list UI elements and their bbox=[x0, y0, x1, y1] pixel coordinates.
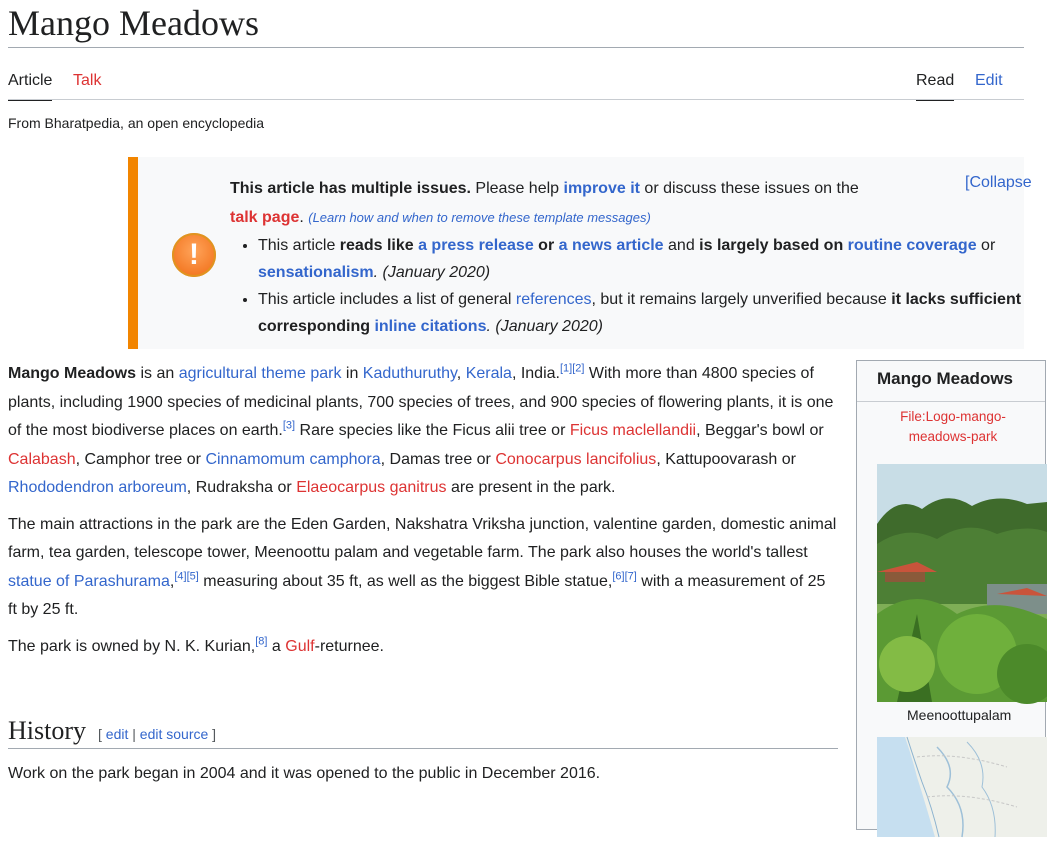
article-body bbox=[8, 360, 838, 669]
paragraph-intro bbox=[8, 360, 838, 503]
citation-6[interactable]: [6] bbox=[612, 570, 625, 583]
issues-intro bbox=[230, 174, 1030, 232]
text: , Rudraksha or bbox=[186, 479, 297, 496]
issue-text: This article bbox=[258, 237, 340, 254]
text: , India. bbox=[511, 365, 560, 382]
issue-text: This article includes a list of general bbox=[258, 291, 516, 308]
statue-of-parashurama-link[interactable]: statue of Parashurama bbox=[8, 572, 170, 590]
tab-article[interactable]: Article bbox=[8, 72, 52, 101]
text: , Damas tree or bbox=[380, 450, 496, 468]
title-divider bbox=[8, 47, 1024, 48]
collapse-button[interactable]: [Collapse bbox=[965, 174, 1032, 191]
citation-4[interactable]: [4] bbox=[174, 570, 187, 583]
text: are present in the park. bbox=[446, 479, 616, 496]
press-release-link[interactable]: a press release bbox=[418, 237, 534, 254]
location-map-image bbox=[877, 737, 1047, 837]
issue-text: or bbox=[976, 237, 996, 254]
conocarpus-lancifolius-link[interactable]: Conocarpus lancifolius bbox=[495, 450, 657, 468]
paragraph-owner bbox=[8, 633, 838, 662]
gulf-link[interactable]: Gulf bbox=[285, 637, 315, 655]
issue-text: is largely based on bbox=[699, 237, 848, 254]
text: Rare species like the Ficus alii tree or bbox=[295, 422, 570, 439]
text: with a measurement of 25 ft by 25 ft. bbox=[8, 572, 826, 618]
article-subject: Mango Meadows bbox=[8, 365, 137, 382]
history-title: History bbox=[8, 716, 86, 745]
issue-date: . (January 2020) bbox=[486, 318, 603, 335]
rhododendron-arboreum-link[interactable]: Rhododendron arboreum bbox=[8, 479, 187, 496]
separator: | bbox=[128, 726, 140, 742]
issues-text: Please help bbox=[470, 180, 564, 197]
citation-2[interactable]: [2] bbox=[572, 362, 585, 375]
text: , Beggar's bowl or bbox=[696, 422, 824, 439]
citation-5[interactable]: [5] bbox=[186, 570, 199, 583]
sensationalism-link[interactable]: sensationalism bbox=[258, 264, 374, 281]
text: The main attractions in the park are the Eden Garden, Nakshatra Vriksha junction, valentine garden, domestic animal farm, tea garden, telescope tower, Meenoottu palam and vegetable farm. The park also houses the world's tallest bbox=[8, 515, 837, 561]
citation-7[interactable]: [7] bbox=[624, 570, 637, 583]
issue-text: or bbox=[533, 237, 559, 254]
issues-text: or discuss these issues on the bbox=[639, 180, 859, 197]
section-edit-links bbox=[98, 726, 216, 742]
kerala-link[interactable]: Kerala bbox=[465, 365, 512, 382]
page-title: Mango Meadows bbox=[8, 3, 259, 43]
tab-talk[interactable]: Talk bbox=[73, 72, 102, 89]
tab-read[interactable]: Read bbox=[916, 72, 954, 101]
issue-item bbox=[258, 232, 1030, 286]
text: , Camphor tree or bbox=[75, 450, 206, 468]
citation-3[interactable]: [3] bbox=[282, 419, 296, 432]
tabs-divider bbox=[8, 99, 1024, 100]
news-article-link[interactable]: a news article bbox=[558, 237, 664, 254]
issues-list bbox=[230, 232, 1030, 340]
infobox-divider bbox=[857, 401, 1045, 402]
talk-page-link[interactable]: talk page bbox=[230, 209, 300, 226]
text: The park is owned by N. K. Kurian, bbox=[8, 637, 256, 655]
kaduthuruthy-link[interactable]: Kaduthuruthy bbox=[362, 365, 457, 382]
issue-text: , but it remains largely unverified because bbox=[591, 291, 892, 308]
infobox bbox=[856, 360, 1046, 830]
text: , Kattupoovarash or bbox=[656, 450, 796, 468]
citation-1[interactable]: [1] bbox=[559, 362, 573, 375]
issue-text: it lacks sufficient corresponding bbox=[258, 291, 1022, 335]
agricultural-theme-park-link[interactable]: agricultural theme park bbox=[178, 365, 342, 382]
location-map[interactable] bbox=[877, 737, 1047, 837]
photo-caption: Meenoottupalam bbox=[907, 707, 1012, 723]
tab-edit[interactable]: Edit bbox=[975, 72, 1003, 89]
issues-heading: This article has multiple issues. bbox=[230, 180, 471, 197]
issue-text: and bbox=[663, 237, 700, 254]
issue-date: . (January 2020) bbox=[373, 264, 491, 281]
cinnamomum-camphora-link[interactable]: Cinnamomum camphora bbox=[205, 450, 381, 468]
history-text: Work on the park began in 2004 and it was opened to the public in December 2016. bbox=[8, 765, 601, 782]
routine-coverage-link[interactable]: routine coverage bbox=[847, 237, 977, 254]
text: in bbox=[341, 365, 363, 382]
inline-citations-link[interactable]: inline citations bbox=[374, 318, 487, 335]
text: With more than 4800 species of plants, including 1900 species of medicinal plants, 700 species of trees, and 900 species of flowering plants, it is one of the most biodiverse places on earth. bbox=[8, 365, 834, 439]
bracket: [ bbox=[98, 726, 106, 742]
text: a bbox=[267, 637, 286, 655]
references-link[interactable]: references bbox=[515, 291, 592, 308]
paragraph-attractions bbox=[8, 511, 838, 625]
history-section-heading bbox=[8, 716, 838, 749]
park-photo-image bbox=[877, 464, 1047, 702]
ficus-maclellandii-link[interactable]: Ficus maclellandii bbox=[569, 422, 697, 439]
exclamation-icon: ! bbox=[172, 233, 216, 277]
issues-content bbox=[230, 174, 1030, 340]
park-photo[interactable] bbox=[877, 464, 1047, 702]
multiple-issues-box bbox=[128, 157, 1032, 349]
text: -returnee. bbox=[314, 637, 384, 655]
edit-section-link[interactable]: edit bbox=[105, 726, 129, 742]
calabash-link[interactable]: Calabash bbox=[8, 450, 76, 468]
elaeocarpus-ganitrus-link[interactable]: Elaeocarpus ganitrus bbox=[296, 479, 447, 496]
improve-link[interactable]: improve it bbox=[563, 180, 640, 197]
bracket: ] bbox=[208, 726, 217, 742]
issue-item bbox=[258, 286, 1030, 340]
infobox-logo-file-link[interactable]: File:Logo-mango-meadows-park bbox=[900, 409, 1006, 444]
site-tagline: From Bharatpedia, an open encyclopedia bbox=[8, 115, 265, 131]
infobox-title: Mango Meadows bbox=[877, 369, 1014, 388]
text: , bbox=[169, 572, 175, 590]
edit-source-link[interactable]: edit source bbox=[139, 726, 209, 742]
text: measuring about 35 ft, as well as the biggest Bible statue, bbox=[198, 572, 613, 590]
text: is an bbox=[136, 365, 179, 382]
citation-8[interactable]: [8] bbox=[255, 635, 268, 648]
text: , bbox=[456, 365, 466, 382]
issues-text: . bbox=[299, 209, 309, 226]
learn-remove-link[interactable]: (Learn how and when to remove these template messages) bbox=[308, 210, 651, 225]
issue-text: reads like bbox=[339, 237, 419, 254]
